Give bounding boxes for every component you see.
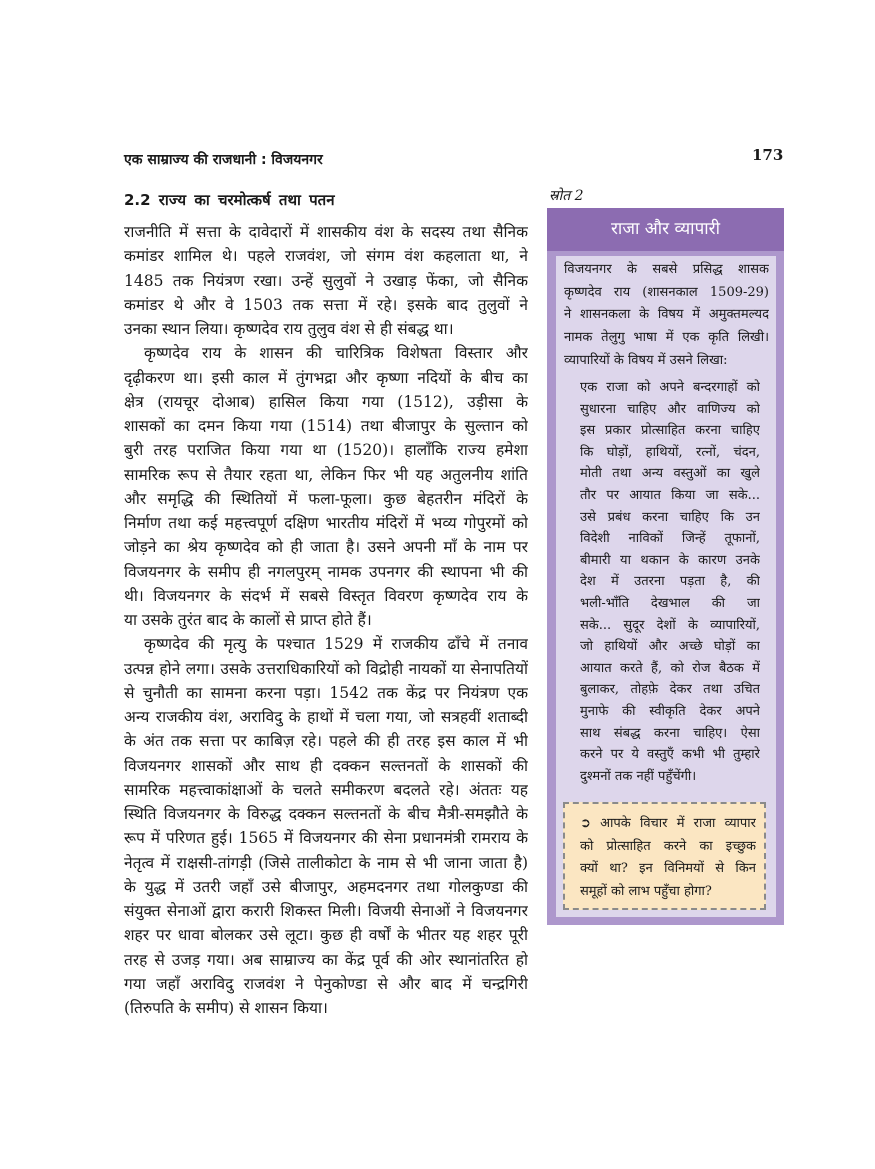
quote-line: उसे प्रबंध करना चाहिए कि उन: [580, 509, 760, 525]
text-line: उत्पन्न होने लगा। उसके उत्तराधिकारियों को विद्रोही नायकों या सेनापतियों: [124, 659, 528, 678]
quote-line: सके... सुदूर देशों के व्यापारियों,: [580, 617, 760, 633]
source-label: स्रोत 2: [549, 188, 584, 204]
quote-line: मोती तथा अन्य वस्तुओं का खुले: [580, 466, 760, 482]
text-line: स्थिति विजयनगर के विरुद्ध दक्कन सल्तनतों के बीच मैत्री-समझौते के: [124, 805, 528, 823]
section-title: 2.2 राज्य का चरमोत्कर्ष तथा पतन: [124, 191, 335, 209]
intro-line: नामक तेलुगु भाषा में एक कृति लिखी।: [564, 330, 769, 346]
text-line: विजयनगर के समीप ही नगलपुरम् नामक उपनगर की स्थापना भी की: [124, 562, 528, 581]
quote-line: मुनाफे की स्वीकृति देकर अपने: [580, 703, 760, 719]
quote-line: जो हाथियों और अच्छे घोड़ों का: [580, 639, 760, 655]
source-box-title: राजा और व्यापारी: [547, 208, 784, 251]
text-line: नेतृत्व में राक्षसी-तांगड़ी (जिसे तालीकोटा के नाम से भी जाना जाता है): [124, 853, 528, 872]
question-line: समूहों को लाभ पहुँचा होगा?: [580, 883, 712, 899]
quote-line: बुलाकर, तोहफ़े देकर तथा उचित: [580, 682, 760, 698]
text-line: रूप में परिणत हुई। 1565 में विजयनगर की सेना प्रधानमंत्री रामराय के: [124, 829, 528, 848]
source-box: [547, 208, 784, 925]
quote-line: करने पर ये वस्तुएँ कभी भी तुम्हारे: [580, 747, 760, 763]
text-line: शहर पर धावा बोलकर उसे लूटा। कुछ ही वर्षों के भीतर यह शहर पूरी: [124, 926, 528, 945]
text-line: कमांडर थे और वे 1503 तक सत्ता में रहे। इसके बाद तुलुवों ने: [124, 295, 528, 314]
text-line: क्षेत्र (रायचूर दोआब) हासिल किया गया (1512), उड़ीसा के: [124, 392, 528, 411]
page-number: 173: [752, 146, 784, 164]
text-line: अन्य राजकीय वंश, अराविदु के हाथों में चला गया, जो सत्रहवीं शताब्दी: [124, 708, 528, 726]
quote-line: सुधारना चाहिए और वाणिज्य को: [580, 401, 760, 417]
text-line: जोड़ने का श्रेय कृष्णदेव को ही जाता है। उसने अपनी माँ के नाम पर: [124, 538, 528, 557]
intro-line: व्यापारियों के विषय में उसने लिखा:: [564, 352, 728, 368]
text-line: के अंत तक सत्ता पर काबिज़ रहे। पहले की ही तरह इस काल में भी: [124, 732, 528, 751]
quote-line: बीमारी या थकान के कारण उनके: [580, 552, 760, 568]
quote-line: तौर पर आयात किया जा सके...: [580, 487, 760, 503]
text-line: और समृद्धि की स्थितियों में फला-फूला। कुछ बेहतरीन मंदिरों के: [124, 489, 528, 508]
text-line: तरह से उजड़ गया। अब साम्राज्य का केंद्र पूर्व की ओर स्थानांतरित हो: [124, 950, 528, 969]
quote-line: विदेशी नाविकों जिन्हें तूफानों,: [580, 531, 760, 547]
text-line: उनका स्थान लिया। कृष्णदेव राय तुलुव वंश से ही संबद्ध था।: [124, 320, 454, 338]
text-line: बुरी तरह पराजित किया गया था (1520)। हालाँकि राज्य हमेशा: [124, 441, 528, 460]
text-line: संयुक्त सेनाओं द्वारा करारी शिकस्त मिली। विजयी सेनाओं ने विजयनगर: [124, 902, 528, 920]
text-line: सामरिक रूप से तैयार रहता था, लेकिन फिर भी यह अतुलनीय शांति: [124, 465, 528, 484]
quote-line: भली-भाँति देखभाल की जा: [580, 595, 760, 611]
question-line: क्यों था? इन विनिमयों से किन: [580, 861, 756, 876]
text-line: गया जहाँ अराविदु राजवंश ने पेनुकोण्डा से और बाद में चन्द्रगिरी: [124, 974, 528, 993]
quote-line: कि घोड़ों, हाथियों, रत्नों, चंदन,: [580, 444, 760, 460]
text-line: विजयनगर शासकों और साथ ही दक्कन सल्तनतों के शासकों की: [124, 756, 528, 775]
intro-line: कृष्णदेव राय (शासनकाल 1509-29): [564, 284, 769, 300]
quote-line: दुश्मनों तक नहीं पहुँचेंगी।: [580, 768, 697, 784]
question-text: [580, 813, 756, 903]
text-line: कृष्णदेव राय के शासन की चारित्रिक विशेषता विस्तार और: [144, 344, 528, 363]
text-line: या उसके तुरंत बाद के कालों से प्राप्त होते हैं।: [124, 611, 372, 629]
quote-line: इस प्रकार प्रोत्साहित करना चाहिए: [580, 423, 760, 439]
text-line: शासकों का दमन किया गया (1514) तथा बीजापुर के सुल्तान को: [124, 417, 528, 435]
question-box: [563, 802, 766, 910]
text-line: निर्माण तथा कई महत्त्वपूर्ण दक्षिण भारतीय मंदिरों में भव्य गोपुरमों को: [124, 514, 528, 532]
text-line: दृढ़ीकरण था। इसी काल में तुंगभद्रा और कृष्णा नदियों के बीच का: [124, 368, 528, 387]
quote-line: आयात करते हैं, को रोज बैठक में: [580, 660, 760, 676]
text-line: कमांडर शामिल थे। पहले राजवंश, जो संगम वंश कहलाता था, ने: [124, 247, 528, 266]
quote-line: देश में उतरना पड़ता है, की: [580, 574, 760, 590]
intro-line: ने शासनकला के विषय में अमुक्तमल्यद: [564, 307, 769, 323]
source-quote: [580, 377, 760, 787]
text-line: (तिरुपति के समीप) से शासन किया।: [124, 999, 328, 1017]
source-box-body: [556, 256, 776, 917]
question-line: को प्रोत्साहित करने का इच्छुक: [580, 838, 756, 854]
text-line: 1485 तक नियंत्रण रखा। उन्हें सुलुवों ने उखाड़ फेंका, जो सैनिक: [124, 271, 528, 290]
intro-line: विजयनगर के सबसे प्रसिद्ध शासक: [564, 262, 769, 277]
source-intro: [564, 259, 769, 372]
main-text: [124, 220, 528, 1020]
text-line: राजनीति में सत्ता के दावेदारों में शासकीय वंश के सदस्य तथा सैनिक: [124, 223, 528, 241]
text-line: कृष्णदेव की मृत्यु के पश्चात 1529 में राजकीय ढाँचे में तनाव: [144, 635, 528, 654]
text-line: सामरिक महत्त्वाकांक्षाओं के चलते समीकरण बदलते रहे। अंततः यह: [124, 780, 528, 799]
text-line: थी। विजयनगर के संदर्भ में सबसे विस्तृत विवरण कृष्णदेव राय के: [124, 586, 528, 605]
quote-line: साथ संबद्ध करना चाहिए। ऐसा: [580, 725, 760, 741]
text-line: से चुनौती का सामना करना पड़ा। 1542 तक केंद्र पर नियंत्रण एक: [124, 683, 528, 702]
quote-line: एक राजा को अपने बन्दरगाहों को: [580, 380, 760, 395]
text-line: के युद्ध में उतरी जहाँ उसे बीजापुर, अहमदनगर तथा गोलकुण्डा की: [124, 877, 528, 896]
question-line: ➲ आपके विचार में राजा व्यापार: [580, 816, 756, 831]
running-title: एक साम्राज्य की राजधानी : विजयनगर: [124, 152, 323, 168]
